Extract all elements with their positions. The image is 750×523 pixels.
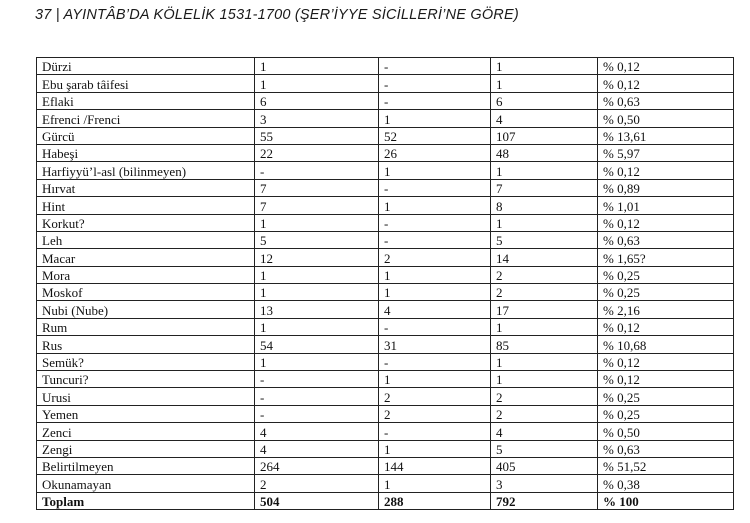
total-count-cell: 1 (491, 353, 598, 370)
percent-cell: % 2,16 (598, 301, 734, 318)
origin-cell: Nubi (Nube) (37, 301, 255, 318)
percent-cell: % 0,25 (598, 266, 734, 283)
table-row (37, 75, 734, 92)
total-count-cell: 5 (491, 231, 598, 248)
origin-cell: Eflaki (37, 92, 255, 109)
female-count-cell: 1 (379, 110, 491, 127)
male-count-cell: 7 (255, 179, 379, 196)
male-count-cell: 13 (255, 301, 379, 318)
table-row (37, 388, 734, 405)
total-count-cell: 4 (491, 110, 598, 127)
origin-cell: Urusi (37, 388, 255, 405)
percent-cell: % 0,63 (598, 231, 734, 248)
origin-cell: Hint (37, 197, 255, 214)
percent-cell: % 1,65? (598, 249, 734, 266)
percent-cell: % 10,68 (598, 336, 734, 353)
female-count-cell: - (379, 179, 491, 196)
female-count-cell: 52 (379, 127, 491, 144)
female-count-cell: 4 (379, 301, 491, 318)
table-row (37, 110, 734, 127)
percent-cell: % 13,61 (598, 127, 734, 144)
female-count-cell: 26 (379, 144, 491, 161)
male-count-cell: - (255, 405, 379, 422)
origin-cell: Leh (37, 231, 255, 248)
origin-cell: Okunamayan (37, 475, 255, 492)
origin-cell: Ebu şarab tâifesi (37, 75, 255, 92)
origin-cell: Korkut? (37, 214, 255, 231)
total-count-cell: 1 (491, 214, 598, 231)
table-row (37, 231, 734, 248)
female-count-cell: - (379, 231, 491, 248)
origin-cell: Zenci (37, 423, 255, 440)
female-count-cell: 1 (379, 440, 491, 457)
male-count-cell: 54 (255, 336, 379, 353)
percent-cell: % 0,38 (598, 475, 734, 492)
table-row (37, 179, 734, 196)
total-count-cell: 6 (491, 92, 598, 109)
total-count-cell: 7 (491, 179, 598, 196)
origin-cell: Gürcü (37, 127, 255, 144)
male-count-cell: 2 (255, 475, 379, 492)
percent-cell: % 0,50 (598, 110, 734, 127)
origin-cell: Habeşi (37, 144, 255, 161)
origin-cell: Toplam (37, 492, 255, 509)
female-count-cell: - (379, 58, 491, 75)
page-header (35, 7, 519, 23)
percent-cell: % 0,12 (598, 318, 734, 335)
table-row (37, 162, 734, 179)
total-count-cell: 792 (491, 492, 598, 509)
table-row (37, 127, 734, 144)
male-count-cell: - (255, 371, 379, 388)
male-count-cell: 4 (255, 423, 379, 440)
total-count-cell: 48 (491, 144, 598, 161)
female-count-cell: 1 (379, 197, 491, 214)
female-count-cell: - (379, 423, 491, 440)
origin-cell: Hırvat (37, 179, 255, 196)
female-count-cell: 1 (379, 284, 491, 301)
total-count-cell: 1 (491, 371, 598, 388)
origin-cell: Yemen (37, 405, 255, 422)
table-row (37, 336, 734, 353)
female-count-cell: 288 (379, 492, 491, 509)
male-count-cell: 4 (255, 440, 379, 457)
table-row (37, 266, 734, 283)
table-body (37, 58, 734, 510)
origin-cell: Moskof (37, 284, 255, 301)
female-count-cell: - (379, 92, 491, 109)
running-title: AYINTÂB’DA KÖLELİK 1531-1700 (ŞER’İYYE SİCİLLERİ’NE GÖRE) (63, 7, 519, 23)
origin-cell: Mora (37, 266, 255, 283)
percent-cell: % 0,25 (598, 388, 734, 405)
percent-cell: % 0,89 (598, 179, 734, 196)
origin-cell: Efrenci /Frenci (37, 110, 255, 127)
male-count-cell: 3 (255, 110, 379, 127)
female-count-cell: 1 (379, 162, 491, 179)
percent-cell: % 0,12 (598, 75, 734, 92)
origin-cell: Rus (37, 336, 255, 353)
female-count-cell: - (379, 318, 491, 335)
male-count-cell: 6 (255, 92, 379, 109)
table-row (37, 405, 734, 422)
female-count-cell: 1 (379, 371, 491, 388)
table-row (37, 353, 734, 370)
male-count-cell: 1 (255, 353, 379, 370)
female-count-cell: 144 (379, 457, 491, 474)
origin-cell: Belirtilmeyen (37, 457, 255, 474)
total-count-cell: 1 (491, 318, 598, 335)
male-count-cell: 22 (255, 144, 379, 161)
total-count-cell: 14 (491, 249, 598, 266)
female-count-cell: 1 (379, 266, 491, 283)
male-count-cell: 1 (255, 318, 379, 335)
female-count-cell: 2 (379, 405, 491, 422)
header-separator: | (55, 7, 60, 23)
percent-cell: % 0,25 (598, 284, 734, 301)
table-row (37, 457, 734, 474)
total-count-cell: 5 (491, 440, 598, 457)
table-row (37, 284, 734, 301)
total-count-cell: 1 (491, 58, 598, 75)
table-row (37, 92, 734, 109)
male-count-cell: 264 (255, 457, 379, 474)
male-count-cell: 1 (255, 284, 379, 301)
total-count-cell: 1 (491, 162, 598, 179)
percent-cell: % 0,63 (598, 92, 734, 109)
female-count-cell: 31 (379, 336, 491, 353)
male-count-cell: 12 (255, 249, 379, 266)
percent-cell: % 51,52 (598, 457, 734, 474)
origin-cell: Harfiyyü’l-asl (bilinmeyen) (37, 162, 255, 179)
percent-cell: % 0,25 (598, 405, 734, 422)
total-count-cell: 107 (491, 127, 598, 144)
female-count-cell: 2 (379, 388, 491, 405)
origin-cell: Tuncuri? (37, 371, 255, 388)
male-count-cell: 5 (255, 231, 379, 248)
total-count-cell: 4 (491, 423, 598, 440)
percent-cell: % 0,12 (598, 371, 734, 388)
page-number: 37 (35, 7, 52, 23)
percent-cell: % 5,97 (598, 144, 734, 161)
female-count-cell: 2 (379, 249, 491, 266)
female-count-cell: - (379, 214, 491, 231)
table-row (37, 475, 734, 492)
percent-cell: % 0,12 (598, 214, 734, 231)
total-count-cell: 2 (491, 266, 598, 283)
origin-cell: Rum (37, 318, 255, 335)
total-row (37, 492, 734, 509)
total-count-cell: 2 (491, 405, 598, 422)
table-row (37, 58, 734, 75)
female-count-cell: - (379, 353, 491, 370)
male-count-cell: 504 (255, 492, 379, 509)
table-row (37, 197, 734, 214)
table-row (37, 318, 734, 335)
origin-cell: Macar (37, 249, 255, 266)
slave-origins-table (36, 57, 734, 510)
male-count-cell: 1 (255, 266, 379, 283)
total-count-cell: 2 (491, 284, 598, 301)
table-row (37, 301, 734, 318)
table-row (37, 214, 734, 231)
total-count-cell: 1 (491, 75, 598, 92)
origin-cell: Semük? (37, 353, 255, 370)
table-row (37, 371, 734, 388)
table-row (37, 144, 734, 161)
total-count-cell: 405 (491, 457, 598, 474)
percent-cell: % 0,12 (598, 353, 734, 370)
table-row (37, 440, 734, 457)
origin-cell: Zengi (37, 440, 255, 457)
male-count-cell: 1 (255, 58, 379, 75)
male-count-cell: 55 (255, 127, 379, 144)
percent-cell: % 1,01 (598, 197, 734, 214)
percent-cell: % 0,12 (598, 162, 734, 179)
percent-cell: % 100 (598, 492, 734, 509)
male-count-cell: - (255, 162, 379, 179)
percent-cell: % 0,63 (598, 440, 734, 457)
table-row (37, 423, 734, 440)
table-row (37, 249, 734, 266)
male-count-cell: - (255, 388, 379, 405)
origin-cell: Dürzi (37, 58, 255, 75)
total-count-cell: 17 (491, 301, 598, 318)
percent-cell: % 0,12 (598, 58, 734, 75)
total-count-cell: 85 (491, 336, 598, 353)
male-count-cell: 1 (255, 75, 379, 92)
female-count-cell: 1 (379, 475, 491, 492)
total-count-cell: 3 (491, 475, 598, 492)
total-count-cell: 2 (491, 388, 598, 405)
male-count-cell: 1 (255, 214, 379, 231)
total-count-cell: 8 (491, 197, 598, 214)
male-count-cell: 7 (255, 197, 379, 214)
percent-cell: % 0,50 (598, 423, 734, 440)
female-count-cell: - (379, 75, 491, 92)
